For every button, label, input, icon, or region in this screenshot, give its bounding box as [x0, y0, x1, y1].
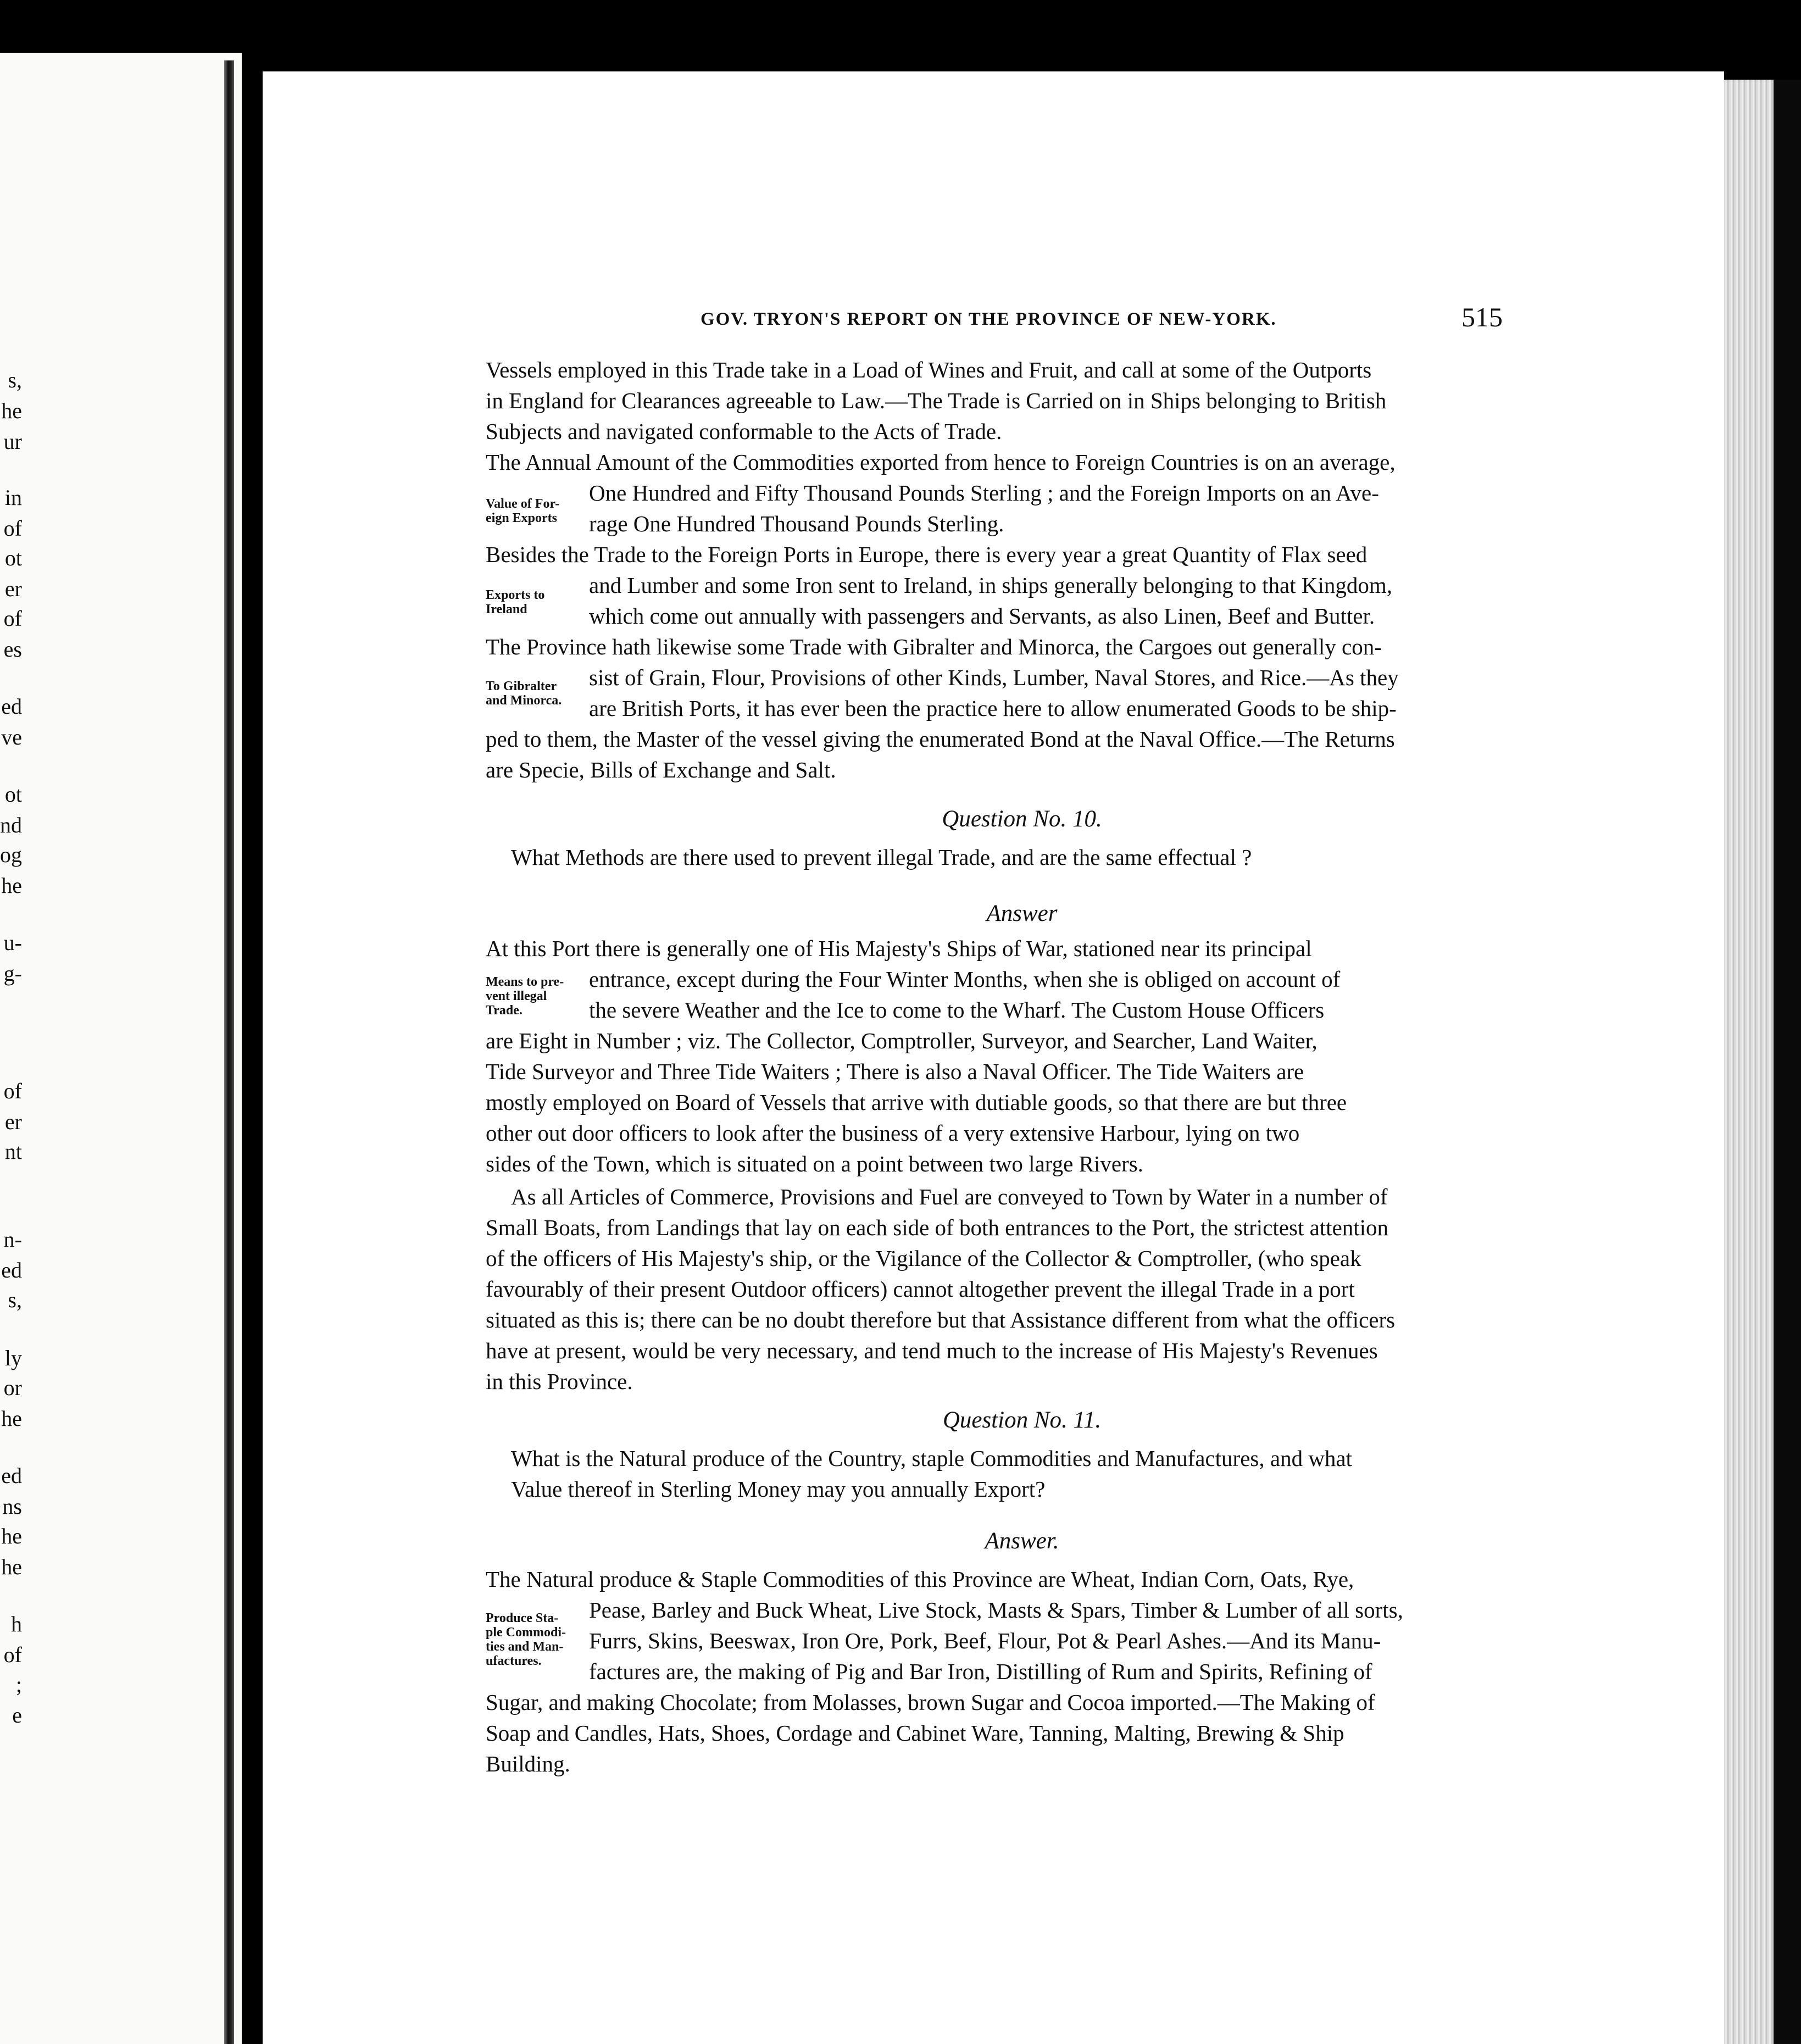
paragraph-line: favourably of their present Outdoor officers) cannot altogether prevent the illegal Trade in a port	[486, 1276, 1355, 1302]
margin-note-line: ufactures.	[486, 1654, 542, 1668]
edge-shadow	[1774, 80, 1801, 2044]
paragraph-line: which come out annually with passengers and Servants, as also Linen, Beef and Butter.	[589, 603, 1375, 629]
question-text: What is the Natural produce of the Country, staple Commodities and Manufactures, and what	[511, 1446, 1353, 1471]
paragraph-line: mostly employed on Board of Vessels that arrive with dutiable goods, so that there are but three	[486, 1090, 1347, 1115]
margin-note-line: Exports to	[486, 588, 545, 602]
facing-page-fragment: of	[3, 516, 22, 541]
paragraph-line: Besides the Trade to the Foreign Ports in Europe, there is every year a great Quantity of Flax seed	[486, 542, 1368, 567]
paragraph-line: Tide Surveyor and Three Tide Waiters ; There is also a Naval Officer. The Tide Waiters are	[486, 1059, 1304, 1084]
paragraph-line: are Eight in Number ; viz. The Collector, Comptroller, Surveyor, and Searcher, Land Waiter,	[486, 1028, 1318, 1053]
paragraph-line: ped to them, the Master of the vessel giving the enumerated Bond at the Naval Office.—The Returns	[486, 726, 1395, 752]
facing-page-fragment: n-	[3, 1227, 22, 1252]
paragraph-line: the severe Weather and the Ice to come to the Wharf. The Custom House Officers	[589, 997, 1325, 1023]
facing-page-fragment: ed	[1, 1463, 22, 1488]
facing-page-fragment: of	[3, 606, 22, 631]
margin-note-line: eign Exports	[486, 511, 558, 525]
facing-page-fragment: of	[3, 1079, 22, 1103]
facing-page-fragment: s,	[8, 1287, 22, 1312]
paragraph-line: of the officers of His Majesty's ship, or the Vigilance of the Collector & Comptroller, (who speak	[486, 1246, 1361, 1271]
margin-note	[486, 679, 562, 708]
facing-page-fragment: in	[4, 485, 22, 510]
margin-note-line: vent illegal	[486, 989, 547, 1003]
question-heading: Question No. 10.	[942, 806, 1102, 832]
margin-note	[486, 497, 559, 525]
page-number: 515	[1461, 302, 1503, 332]
paragraph-line: The Province hath likewise some Trade with Gibralter and Minorca, the Cargoes out generally con-	[486, 634, 1382, 659]
facing-page-fragment: nd	[0, 813, 22, 837]
paragraph-line: Building.	[486, 1751, 570, 1776]
paragraph-line: in England for Clearances agreeable to Law.—The Trade is Carried on in Ships belonging to British	[486, 388, 1387, 413]
facing-page-fragment: s,	[8, 368, 22, 392]
facing-page-fragment: he	[1, 873, 22, 898]
facing-page-fragment: he	[1, 398, 22, 423]
margin-note-line: Means to pre-	[486, 975, 564, 989]
paragraph-line: Small Boats, from Landings that lay on each side of both entrances to the Port, the strictest attention	[486, 1215, 1389, 1240]
facing-page-fragment: og	[0, 842, 22, 867]
paragraph-line: At this Port there is generally one of His Majesty's Ships of War, stationed near its principal	[486, 936, 1312, 961]
facing-page-fragment: ly	[4, 1346, 22, 1370]
margin-note	[486, 588, 544, 616]
margin-note-line: Produce Sta-	[486, 1611, 559, 1625]
facing-page-fragment: ot	[4, 782, 22, 807]
margin-note	[486, 1611, 566, 1668]
facing-page-fragment: ;	[15, 1672, 22, 1697]
paragraph-line: The Annual Amount of the Commodities exported from hence to Foreign Countries is on an average,	[486, 449, 1396, 475]
paragraph-line: Subjects and navigated conformable to the Acts of Trade.	[486, 419, 1002, 444]
paragraph-line: have at present, would be very necessary, and tend much to the increase of His Majesty's Revenues	[486, 1338, 1378, 1363]
margin-note-line: Value of For-	[486, 497, 560, 511]
facing-page-fragment: he	[1, 1406, 22, 1431]
running-head: GOV. TRYON'S REPORT ON THE PROVINCE OF NEW-YORK.	[701, 309, 1277, 329]
book-spine	[224, 60, 234, 2044]
margin-note-line: Ireland	[486, 602, 527, 616]
paragraph-line: are British Ports, it has ever been the practice here to allow enumerated Goods to be ship-	[589, 696, 1397, 721]
facing-page-fragment: ed	[1, 694, 22, 719]
paragraph-line: Vessels employed in this Trade take in a Load of Wines and Fruit, and call at some of the Outports	[486, 357, 1372, 382]
facing-page-fragment: he	[1, 1554, 22, 1579]
page-edges	[1724, 80, 1774, 2044]
margin-note-line: ties and Man-	[486, 1640, 564, 1654]
paragraph-line: are Specie, Bills of Exchange and Salt.	[486, 757, 836, 782]
paragraph-line: in this Province.	[486, 1369, 633, 1394]
facing-page-fragment: es	[3, 637, 22, 662]
facing-page-fragment: ur	[3, 429, 22, 454]
facing-page-fragment: ot	[4, 546, 22, 570]
facing-page-fragment: g-	[3, 961, 22, 986]
question-text: What Methods are there used to prevent illegal Trade, and are the same effectual ?	[511, 845, 1252, 870]
margin-note-line: and Minorca.	[486, 693, 562, 708]
facing-page-fragment: er	[4, 1109, 22, 1134]
paragraph-line: As all Articles of Commerce, Provisions and Fuel are conveyed to Town by Water in a number of	[511, 1184, 1388, 1209]
facing-page-fragment: ns	[2, 1494, 22, 1519]
facing-page-fragment: u-	[3, 930, 22, 955]
margin-note-line: To Gibralter	[486, 679, 557, 693]
paragraph-line: factures are, the making of Pig and Bar Iron, Distilling of Rum and Spirits, Refining of	[589, 1659, 1372, 1684]
paragraph-line: Sugar, and making Chocolate; from Molasses, brown Sugar and Cocoa imported.—The Making of	[486, 1690, 1375, 1715]
paragraph-line: One Hundred and Fifty Thousand Pounds Sterling ; and the Foreign Imports on an Ave-	[589, 480, 1379, 506]
paragraph-line: Soap and Candles, Hats, Shoes, Cordage and Cabinet Ware, Tanning, Malting, Brewing & Ship	[486, 1720, 1344, 1746]
paragraph-line: and Lumber and some Iron sent to Ireland, in ships generally belonging to that Kingdom,	[589, 573, 1393, 598]
facing-page-fragment: ed	[1, 1258, 22, 1282]
facing-page-fragment: ve	[1, 725, 22, 749]
paragraph-line: entrance, except during the Four Winter Months, when she is obliged on account of	[589, 967, 1341, 992]
facing-page-fragment: er	[4, 576, 22, 601]
paragraph-line: other out door officers to look after the business of a very extensive Harbour, lying on two	[486, 1120, 1300, 1146]
paragraph-line: The Natural produce & Staple Commodities of this Province are Wheat, Indian Corn, Oats, Rye,	[486, 1567, 1354, 1592]
facing-page-fragment: nt	[4, 1139, 22, 1164]
question-text: Value thereof in Sterling Money may you annually Export?	[511, 1476, 1046, 1502]
paragraph-line: Pease, Barley and Buck Wheat, Live Stock, Masts & Spars, Timber & Lumber of all sorts,	[589, 1597, 1403, 1623]
question-heading: Question No. 11.	[942, 1407, 1102, 1433]
margin-note-line: Trade.	[486, 1003, 522, 1018]
answer-heading: Answer.	[985, 1528, 1059, 1554]
facing-page-fragment: e	[12, 1703, 22, 1728]
paragraph-line: sides of the Town, which is situated on a point between two large Rivers.	[486, 1151, 1143, 1176]
facing-page-fragment: he	[1, 1524, 22, 1548]
facing-page	[0, 53, 242, 2044]
answer-heading: Answer	[986, 901, 1058, 926]
facing-page-fragment: of	[3, 1642, 22, 1667]
margin-note	[486, 975, 564, 1018]
paragraph-line: sist of Grain, Flour, Provisions of other Kinds, Lumber, Naval Stores, and Rice.—As they	[589, 665, 1399, 690]
facing-page-fragment: h	[11, 1612, 22, 1636]
facing-page-fragment: or	[3, 1375, 22, 1400]
paragraph-line: rage One Hundred Thousand Pounds Sterling.	[589, 511, 1004, 536]
paragraph-line: Furrs, Skins, Beeswax, Iron Ore, Pork, Beef, Flour, Pot & Pearl Ashes.—And its Manu-	[589, 1628, 1381, 1653]
margin-note-line: ple Commodi-	[486, 1625, 566, 1640]
paragraph-line: situated as this is; there can be no doubt therefore but that Assistance different from what the officers	[486, 1307, 1396, 1332]
